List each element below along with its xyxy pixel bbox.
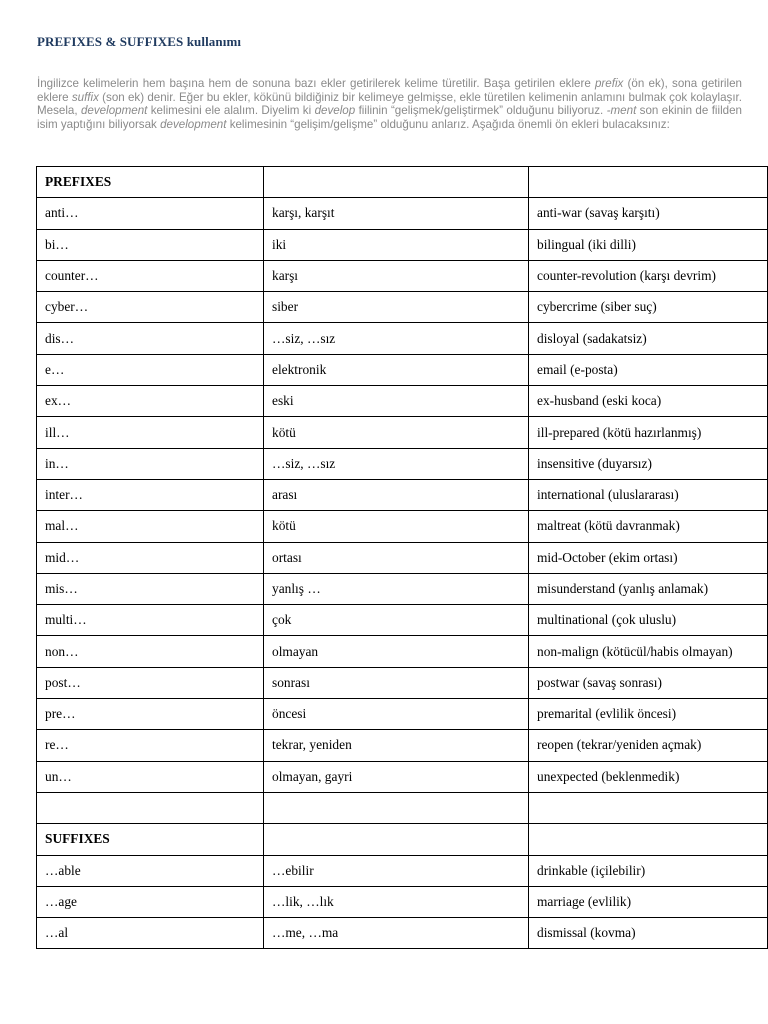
table-row <box>37 354 768 385</box>
example-cell <box>529 792 768 823</box>
meaning-cell: elektronik <box>264 354 529 385</box>
meaning-cell: olmayan <box>264 636 529 667</box>
table-row <box>37 323 768 354</box>
document-title: PREFIXES & SUFFIXES kullanımı <box>37 34 242 49</box>
meaning-cell: …me, …ma <box>264 918 529 949</box>
table-row <box>37 511 768 542</box>
intro-term: prefix <box>594 77 624 90</box>
affix-cell: mis… <box>37 573 264 604</box>
table-row <box>37 198 768 229</box>
affix-table <box>36 166 768 949</box>
intro-text: kelimesini ele alalım. Diyelim ki <box>147 104 315 118</box>
affix-cell: anti… <box>37 198 264 229</box>
example-cell: international (uluslararası) <box>529 479 768 510</box>
affix-cell <box>37 792 264 823</box>
meaning-cell: arası <box>264 479 529 510</box>
intro-term: develop <box>314 104 356 118</box>
affix-cell: mal… <box>37 511 264 542</box>
intro-text: son ekinin de fiilden isim yaptığını biliyorsak <box>37 104 742 132</box>
intro-text: İngilizce kelimelerin hem başına hem de sonuna bazı ekler getirilerek kelime türetilir. Başa getirilen eklere <box>37 77 595 90</box>
affix-cell: bi… <box>37 229 264 260</box>
table-row <box>37 479 768 510</box>
table-row <box>37 448 768 479</box>
example-cell <box>529 824 768 855</box>
intro-term: -ment <box>606 104 637 118</box>
table-row <box>37 417 768 448</box>
meaning-cell: olmayan, gayri <box>264 761 529 792</box>
example-cell: ill-prepared (kötü hazırlanmış) <box>529 417 768 448</box>
intro-text: kelimesinin “gelişim/gelişme” olduğunu anlarız. Aşağıda önemli ön ekleri bulacaksınız: <box>226 118 670 132</box>
table-section-header-row <box>37 167 768 198</box>
meaning-cell: kötü <box>264 511 529 542</box>
table-row <box>37 699 768 730</box>
example-cell: maltreat (kötü davranmak) <box>529 511 768 542</box>
meaning-cell <box>264 167 529 198</box>
meaning-cell: öncesi <box>264 699 529 730</box>
example-cell: reopen (tekrar/yeniden açmak) <box>529 730 768 761</box>
affix-cell: inter… <box>37 479 264 510</box>
affix-cell: multi… <box>37 605 264 636</box>
affix-cell: re… <box>37 730 264 761</box>
affix-cell: PREFIXES <box>37 167 264 198</box>
meaning-cell: sonrası <box>264 667 529 698</box>
intro-text: (ön ek), sona getirilen eklere <box>37 77 742 104</box>
table-row <box>37 605 768 636</box>
intro-text: (son ek) denir. Eğer bu ekler, kökünü bildiğiniz bir kelimeye gelmişse, ekle türetilen kelimenin anlamını bulmak çok kolaylaşır. Mesela, <box>37 90 742 118</box>
example-cell: cybercrime (siber suç) <box>529 292 768 323</box>
table-row <box>37 730 768 761</box>
table-row <box>37 636 768 667</box>
affix-cell: ill… <box>37 417 264 448</box>
affix-cell: post… <box>37 667 264 698</box>
affix-cell: ex… <box>37 386 264 417</box>
meaning-cell: …lik, …lık <box>264 886 529 917</box>
example-cell: anti-war (savaş karşıtı) <box>529 198 768 229</box>
table-row <box>37 855 768 886</box>
meaning-cell: karşı <box>264 260 529 291</box>
affix-cell: …age <box>37 886 264 917</box>
affix-cell: pre… <box>37 699 264 730</box>
table-row <box>37 229 768 260</box>
example-cell: marriage (evlilik) <box>529 886 768 917</box>
intro-paragraph <box>37 77 742 132</box>
affix-cell: dis… <box>37 323 264 354</box>
affix-cell: non… <box>37 636 264 667</box>
affix-cell: mid… <box>37 542 264 573</box>
intro-term: development <box>80 104 148 118</box>
example-cell: bilingual (iki dilli) <box>529 229 768 260</box>
affix-cell: SUFFIXES <box>37 824 264 855</box>
example-cell: ex-husband (eski koca) <box>529 386 768 417</box>
intro-term: development <box>160 118 227 132</box>
meaning-cell: tekrar, yeniden <box>264 730 529 761</box>
meaning-cell: …siz, …sız <box>264 323 529 354</box>
table-row <box>37 918 768 949</box>
example-cell: premarital (evlilik öncesi) <box>529 699 768 730</box>
example-cell: misunderstand (yanlış anlamak) <box>529 573 768 604</box>
meaning-cell <box>264 824 529 855</box>
table-row <box>37 761 768 792</box>
table-row <box>37 542 768 573</box>
example-cell: counter-revolution (karşı devrim) <box>529 260 768 291</box>
table-row <box>37 573 768 604</box>
meaning-cell: karşı, karşıt <box>264 198 529 229</box>
meaning-cell <box>264 792 529 823</box>
table-row <box>37 886 768 917</box>
affix-cell: …able <box>37 855 264 886</box>
meaning-cell: eski <box>264 386 529 417</box>
example-cell <box>529 167 768 198</box>
meaning-cell: iki <box>264 229 529 260</box>
table-row <box>37 386 768 417</box>
meaning-cell: …ebilir <box>264 855 529 886</box>
intro-text: fiilinin “gelişmek/geliştirmek” olduğunu biliyoruz. <box>355 104 607 118</box>
affix-cell: …al <box>37 918 264 949</box>
meaning-cell: çok <box>264 605 529 636</box>
meaning-cell: …siz, …sız <box>264 448 529 479</box>
example-cell: postwar (savaş sonrası) <box>529 667 768 698</box>
meaning-cell: ortası <box>264 542 529 573</box>
example-cell: disloyal (sadakatsiz) <box>529 323 768 354</box>
affix-cell: counter… <box>37 260 264 291</box>
meaning-cell: kötü <box>264 417 529 448</box>
example-cell: non-malign (kötücül/habis olmayan) <box>529 636 768 667</box>
affix-cell: cyber… <box>37 292 264 323</box>
table-row <box>37 792 768 823</box>
example-cell: insensitive (duyarsız) <box>529 448 768 479</box>
affix-cell: in… <box>37 448 264 479</box>
intro-term: suffix <box>71 90 99 104</box>
table-row <box>37 260 768 291</box>
affix-cell: un… <box>37 761 264 792</box>
meaning-cell: siber <box>264 292 529 323</box>
affix-table-body <box>37 167 768 949</box>
table-row <box>37 292 768 323</box>
meaning-cell: yanlış … <box>264 573 529 604</box>
table-section-header-row <box>37 824 768 855</box>
affix-cell: e… <box>37 354 264 385</box>
example-cell: multinational (çok uluslu) <box>529 605 768 636</box>
example-cell: mid-October (ekim ortası) <box>529 542 768 573</box>
example-cell: unexpected (beklenmedik) <box>529 761 768 792</box>
example-cell: dismissal (kovma) <box>529 918 768 949</box>
table-row <box>37 667 768 698</box>
example-cell: drinkable (içilebilir) <box>529 855 768 886</box>
example-cell: email (e-posta) <box>529 354 768 385</box>
